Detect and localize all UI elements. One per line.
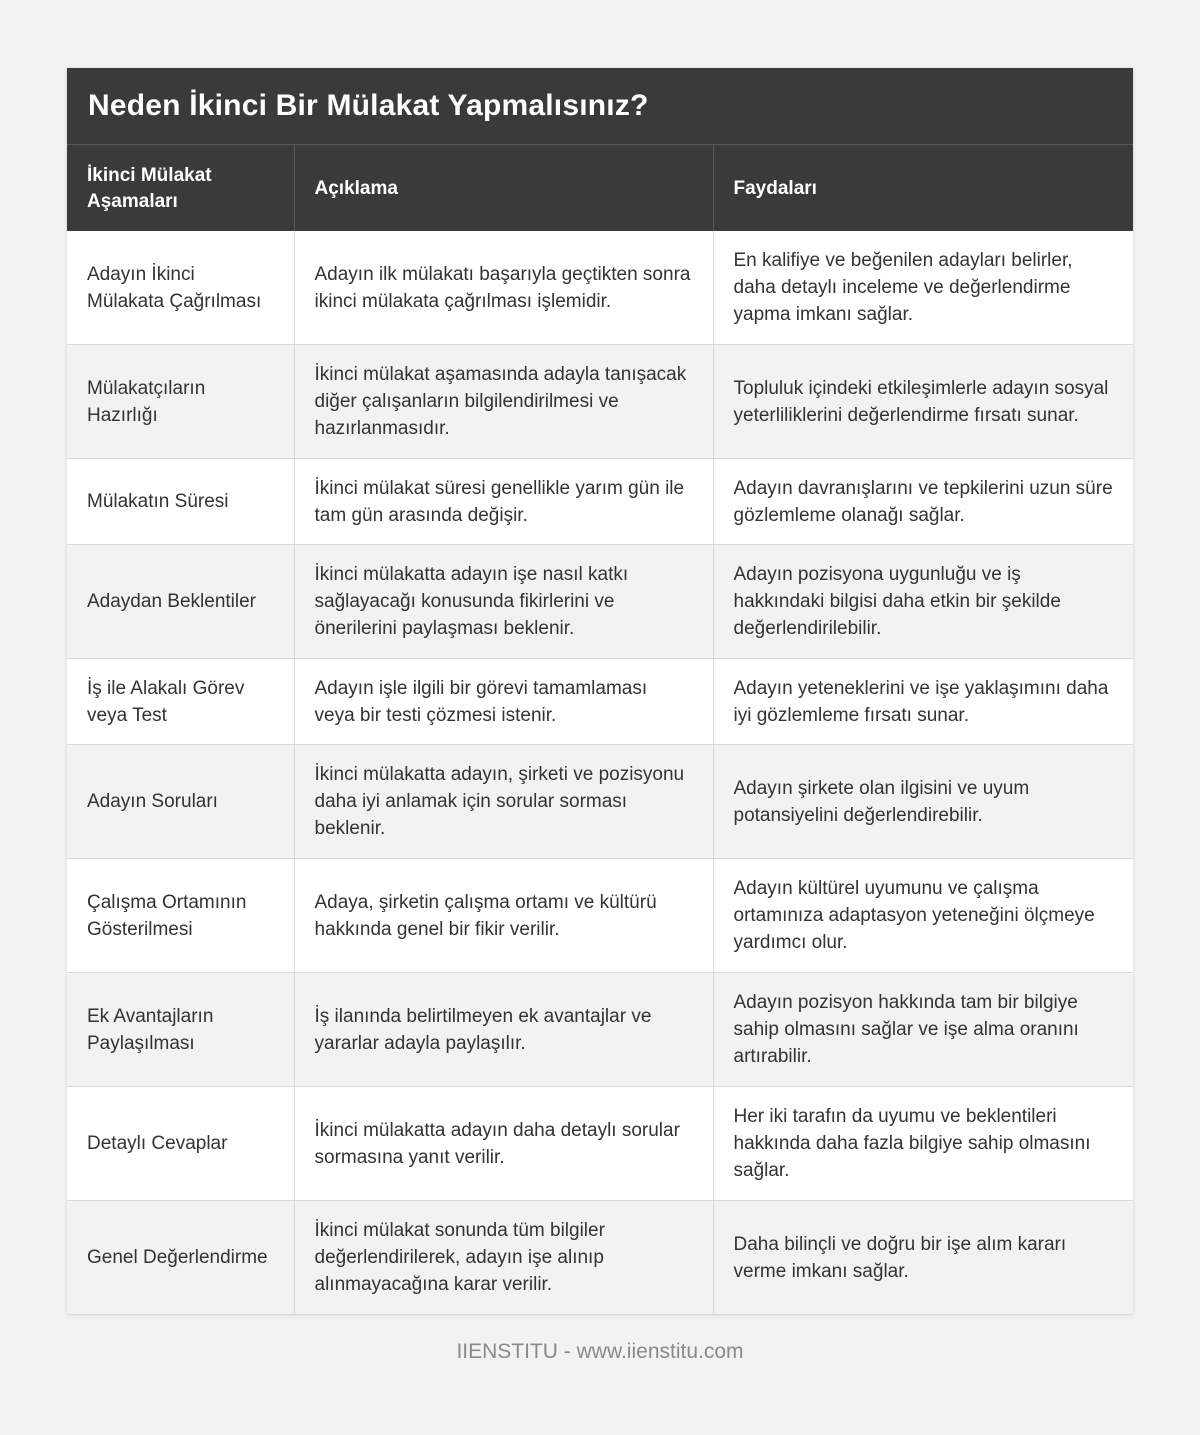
table-row <box>67 1201 1133 1315</box>
cell-stage: Mülakatın Süresi <box>67 459 294 545</box>
cell-benefit: Adayın davranışlarını ve tepkilerini uzun süre gözlemleme olanağı sağlar. <box>713 459 1133 545</box>
cell-description: İkinci mülakat sonunda tüm bilgiler değerlendirilerek, adayın işe alınıp alınmayacağına karar verilir. <box>294 1201 713 1315</box>
cell-description: İş ilanında belirtilmeyen ek avantajlar ve yararlar adayla paylaşılır. <box>294 973 713 1087</box>
cell-stage: Adaydan Beklentiler <box>67 545 294 659</box>
cell-stage: Genel Değerlendirme <box>67 1201 294 1315</box>
page-title: Neden İkinci Bir Mülakat Yapmalısınız? <box>88 89 649 122</box>
cell-benefit: Adayın pozisyon hakkında tam bir bilgiye sahip olmasını sağlar ve işe alma oranını artırabilir. <box>713 973 1133 1087</box>
cell-stage: Adayın İkinci Mülakata Çağrılması <box>67 231 294 345</box>
table-row <box>67 659 1133 745</box>
cell-description: Adayın işle ilgili bir görevi tamamlaması veya bir testi çözmesi istenir. <box>294 659 713 745</box>
table-row <box>67 745 1133 859</box>
cell-benefit: Topluluk içindeki etkileşimlerle adayın sosyal yeterliliklerini değerlendirme fırsatı sunar. <box>713 345 1133 459</box>
cell-benefit: Adayın şirkete olan ilgisini ve uyum potansiyelini değerlendirebilir. <box>713 745 1133 859</box>
cell-benefit: Adayın kültürel uyumunu ve çalışma ortamınıza adaptasyon yeteneğini ölçmeye yardımcı olur. <box>713 859 1133 973</box>
table-row <box>67 345 1133 459</box>
column-header-stage: İkinci Mülakat Aşamaları <box>67 145 294 231</box>
table-row <box>67 459 1133 545</box>
cell-stage: Çalışma Ortamının Gösterilmesi <box>67 859 294 973</box>
header-row <box>67 145 1133 231</box>
title-bar <box>67 68 1133 145</box>
cell-stage: Ek Avantajların Paylaşılması <box>67 973 294 1087</box>
table-row <box>67 545 1133 659</box>
cell-description: Adaya, şirketin çalışma ortamı ve kültürü hakkında genel bir fikir verilir. <box>294 859 713 973</box>
table-card <box>67 68 1133 1315</box>
table-row <box>67 973 1133 1087</box>
footer-credit: IIENSTITU - www.iienstitu.com <box>456 1340 744 1363</box>
cell-stage: İş ile Alakalı Görev veya Test <box>67 659 294 745</box>
cell-stage: Mülakatçıların Hazırlığı <box>67 345 294 459</box>
cell-description: İkinci mülakat aşamasında adayla tanışacak diğer çalışanların bilgilendirilmesi ve hazırlanmasıdır. <box>294 345 713 459</box>
cell-benefit: Adayın yeteneklerini ve işe yaklaşımını daha iyi gözlemleme fırsatı sunar. <box>713 659 1133 745</box>
table-row <box>67 1087 1133 1201</box>
column-header-description: Açıklama <box>294 145 713 231</box>
cell-description: İkinci mülakat süresi genellikle yarım gün ile tam gün arasında değişir. <box>294 459 713 545</box>
cell-benefit: Daha bilinçli ve doğru bir işe alım kararı verme imkanı sağlar. <box>713 1201 1133 1315</box>
cell-description: İkinci mülakatta adayın işe nasıl katkı sağlayacağı konusunda fikirlerini ve önerilerini paylaşması beklenir. <box>294 545 713 659</box>
cell-description: İkinci mülakatta adayın, şirketi ve pozisyonu daha iyi anlamak için sorular sorması beklenir. <box>294 745 713 859</box>
cell-description: İkinci mülakatta adayın daha detaylı sorular sormasına yanıt verilir. <box>294 1087 713 1201</box>
data-table <box>67 145 1133 1315</box>
cell-description: Adayın ilk mülakatı başarıyla geçtikten sonra ikinci mülakata çağrılması işlemidir. <box>294 231 713 345</box>
cell-benefit: En kalifiye ve beğenilen adayları belirler, daha detaylı inceleme ve değerlendirme yapma imkanı sağlar. <box>713 231 1133 345</box>
cell-benefit: Adayın pozisyona uygunluğu ve iş hakkındaki bilgisi daha etkin bir şekilde değerlendirilebilir. <box>713 545 1133 659</box>
cell-stage: Adayın Soruları <box>67 745 294 859</box>
table-row <box>67 231 1133 345</box>
column-header-benefits: Faydaları <box>713 145 1133 231</box>
cell-benefit: Her iki tarafın da uyumu ve beklentileri hakkında daha fazla bilgiye sahip olmasını sağlar. <box>713 1087 1133 1201</box>
cell-stage: Detaylı Cevaplar <box>67 1087 294 1201</box>
table-row <box>67 859 1133 973</box>
